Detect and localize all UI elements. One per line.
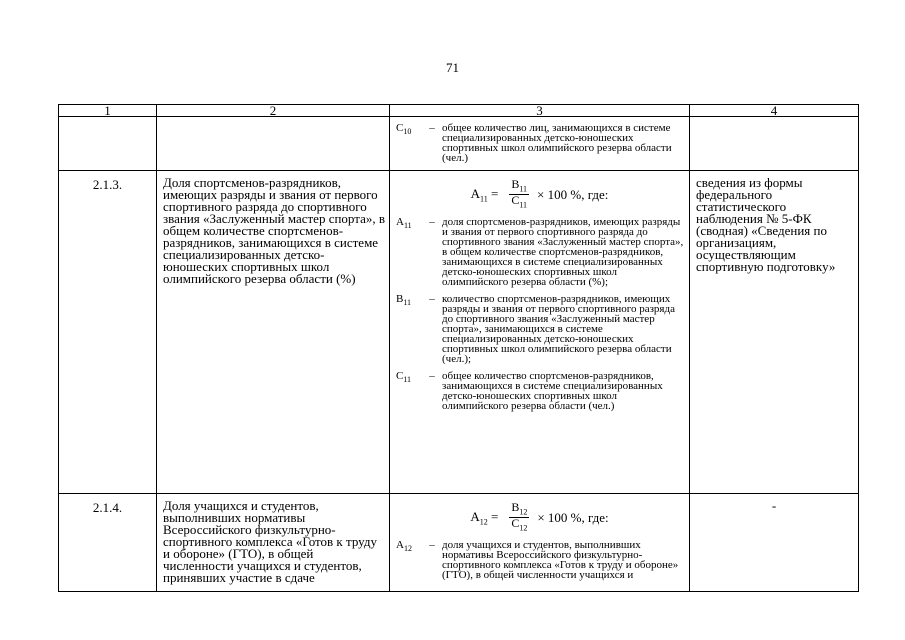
data-source: - <box>690 494 859 592</box>
header-col-4: 4 <box>690 105 859 117</box>
table-header-row <box>59 105 859 117</box>
cell-definitions <box>390 117 690 171</box>
indicators-table <box>58 104 859 592</box>
data-source: сведения из формы федерального статистического наблюдения № 5-ФК (сводная) «Сведения по организациям, осуществляющим спортивную подготовку» <box>690 171 859 494</box>
cell-formula <box>390 494 690 592</box>
cell-empty <box>690 117 859 171</box>
definition-item: $A_{12}$ – доля учащихся и студентов, выполнивших нормативы Всероссийского физкультурно-спортивного комплекса «Готов к труду и обороне» (ГТО), в общей численности учащихся и <box>390 540 689 584</box>
definitions-list <box>390 123 689 167</box>
indicator-description: Доля спортсменов-разрядников, имеющих разряды и звания от первого спортивного разряда до спортивного звания «Заслуженный мастер спорта», в общем количестве спортсменов-разрядников, занимающихся в системе специализированных детско-юношеских спортивных школ олимпийского резерва области (%) <box>157 171 390 494</box>
indicator-number: 2.1.4. <box>59 494 157 592</box>
definition-dash: – <box>429 122 435 134</box>
indicator-number: 2.1.3. <box>59 171 157 494</box>
definitions-list <box>390 217 689 415</box>
formula-fraction: $\frac{B_{11}}{C_{11}}$ <box>511 177 528 210</box>
table-row-continuation <box>59 117 859 171</box>
page-number: 71 <box>446 60 459 75</box>
header-col-1: 1 <box>59 105 157 117</box>
cell-empty <box>59 117 157 171</box>
definition-item: $B_{11}$ – количество спортсменов-разрядников, имеющих разряды и звания от первого спортивного разряда до спортивного звания «Заслуженный мастер спорта», занимающихся в системе специализированных детско-юношеских спортивных школ олимпийского резерва области (чел.); <box>390 291 689 368</box>
header-col-3: 3 <box>390 105 690 117</box>
definition-text: доля спортсменов-разрядников, имеющих разряды и звания от первого спортивного разряда до спортивного звания «Заслуженный мастер спорта», в общем количестве спортсменов-разрядников, занимающихся в системе специализированных детско-юношеских спортивных школ олимпийского резерва области (%); <box>442 215 684 288</box>
definitions-list <box>390 540 689 584</box>
cell-empty <box>157 117 390 171</box>
indicator-description: Доля учащихся и студентов, выполнивших нормативы Всероссийского физкультурно-спортивного комплекса «Готов к труду и обороне» (ГТО), в общей численности учащихся и студентов, принявших участие в сдаче <box>157 494 390 592</box>
definition-text: количество спортсменов-разрядников, имеющих разряды и звания от первого спортивного разряда до спортивного звания «Заслуженный мастер спорта», занимающихся в системе специализированных детско-юношеских спортивных школ олимпийского резерва области (чел.); <box>442 292 675 365</box>
formula: $A_{12}$ = $\frac{B_{12}}{C_{12}}$ × 100 %, где: <box>470 500 609 533</box>
definition-text: общее количество лиц, занимающихся в системе специализированных детско-юношеских спортивных школ олимпийского резерва области (чел.) <box>442 122 672 164</box>
table-row-2-1-4 <box>59 494 859 592</box>
definition-item: $C_{11}$ – общее количество спортсменов-разрядников, занимающихся в системе специализированных детско-юношеских спортивных школ олимпийского резерва области (чел.) <box>390 368 689 415</box>
definition-symbol: $C_{10}$ <box>396 122 412 137</box>
definition-text: общее количество спортсменов-разрядников, занимающихся в системе специализированных детско-юношеских спортивных школ олимпийского резерва области (чел.) <box>442 369 663 412</box>
formula-fraction: $\frac{B_{12}}{C_{12}}$ <box>511 500 528 533</box>
table-row-2-1-3 <box>59 171 859 494</box>
definition-text: доля учащихся и студентов, выполнивших нормативы Всероссийского физкультурно-спортивного комплекса «Готов к труду и обороне» (ГТО), в общей численности учащихся и <box>442 538 679 581</box>
cell-formula <box>390 171 690 494</box>
definition-item <box>390 123 689 167</box>
formula: $A_{11}$ = $\frac{B_{11}}{C_{11}}$ × 100 %, где: <box>470 177 609 210</box>
header-col-2: 2 <box>157 105 390 117</box>
definition-item: $A_{11}$ – доля спортсменов-разрядников, имеющих разряды и звания от первого спортивного разряда до спортивного звания «Заслуженный мастер спорта», в общем количестве спортсменов-разрядников, занимающихся в системе специализированных детско-юношеских спортивных школ олимпийского резерва области (%); <box>390 217 689 291</box>
